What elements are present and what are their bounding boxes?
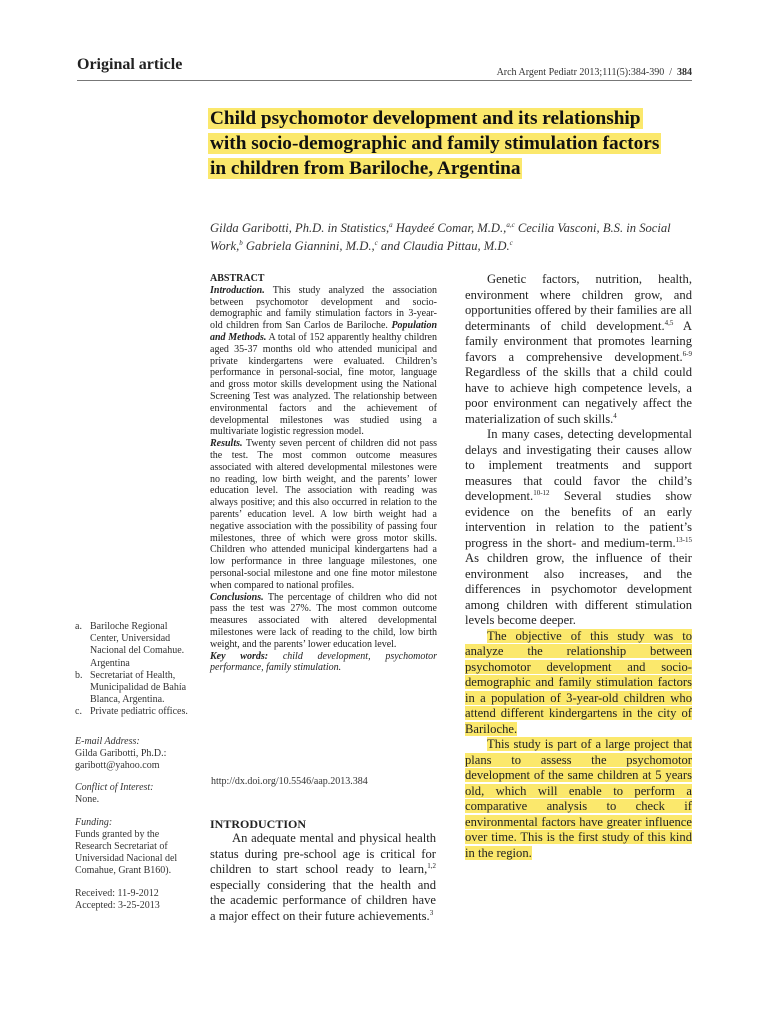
introduction-heading: INTRODUCTION	[210, 817, 307, 831]
affiliation-list	[75, 621, 195, 719]
paragraph: Genetic factors, nutrition, health, environment where children grow, and opportunities offered by their families are all determinants of child development.$^{4,5}$ A family environment that promotes learning favors a comprehensive development.$^{6-9}$ Regardless of the skills that a child could have to achieve high competence levels, a poor environment can negatively affect the materialization of such skills.$^4$	[465, 272, 692, 426]
abstract-heading: ABSTRACT	[210, 273, 265, 284]
conflict-value: None.	[75, 794, 100, 806]
article-title: Child psychomotor development and its relationship with socio-demographic and family stimulation factors in children from Bariloche, Argentina	[210, 108, 660, 179]
accepted-date: Accepted: 3-25-2013	[75, 899, 160, 911]
affiliation-item: a. Bariloche Regional Center, Universidad Nacional del Comahue. Argentina	[75, 621, 185, 669]
page-number: 384	[677, 67, 692, 78]
conflict-label: Conflict of Interest:	[75, 782, 154, 794]
funding-label: Funding:	[75, 816, 113, 828]
abstract-body: Introduction. This study analyzed the association between psychomotor development and socio-demographic and family stimulation factors in 3-year-old children from San Carlos de Bariloche. Population and Methods. A total of 152 apparently healthy children aged 35-37 months old who attended municipal and private kindergartens were evaluated. Children’s performance in personal-social, fine motor, language and gross motor skills development using the National Screening Test was analyzed. The relationship between environmental factors and the achievement of developmental milestones was studied using a multivariate logistic regression model. Results. Twenty seven percent of children did not pass the test. The most common outcome measures associated with altered developmental milestones were no reading, low birth weight, and the parents’ lower education level. The association with reading was always positive; and this also occurred in relation to the parents’ education level. A low birth weight had a negative association with the possibility of passing four milestones, three of which were gross motor skills. Children who attended municipal kindergartens had a low performance in three language milestones, one personal-social milestone and one fine motor milestone when compared to national profiles. Conclusions. The percentage of children who did not pass the test was 27%. The most common outcome measures associated with altered developmental milestones were lack of reading to the child, low birth weight, and the parents’ lower education level. Key words: child development, psychomotor performance, family stimulation.	[210, 284, 438, 674]
affiliation-item: b. Secretariat of Health, Municipalidad de Bahía Blanca, Argentina.	[75, 669, 187, 706]
email-address-link[interactable]: garibott@yahoo.com	[75, 760, 160, 772]
section-label: Original article	[77, 56, 183, 73]
header-rule	[77, 80, 692, 81]
received-date: Received: 11-9-2012	[75, 887, 159, 899]
introduction-body: An adequate mental and physical health status during pre-school age is critical for children to start school ready to learn,$^{1,2}$ especially considering that the health and the academic performance of children have a major effect on their future achievements.$^3$	[210, 831, 436, 923]
margin-notes	[75, 621, 195, 912]
doi-link[interactable]: http://dx.doi.org/10.5546/aap.2013.384	[211, 776, 368, 787]
email-label: E-mail Address:	[75, 735, 140, 747]
funding-value: Funds granted by the Research Secretariat of Universidad Nacional del Comahue, Grant B160).	[75, 828, 178, 877]
abstract	[210, 273, 437, 674]
email-name: Gilda Garibotti, Ph.D.:	[75, 747, 167, 759]
highlighted-paragraph: This study is part of a large project that plans to assess the psychomotor development of the same children at 5 years old, which will enable to perform a comparative analysis to check if environmental factors have greater influence over time. This is the first study of this kind in the region.	[465, 737, 692, 860]
highlighted-paragraph: The objective of this study was to analyze the relationship between psychomotor development and socio-demographic and family stimulation factors in a population of 3-year-old children who attend different kindergartens in the city of Bariloche.	[465, 628, 692, 736]
body-column-right	[465, 272, 692, 861]
author-list: Gilda Garibotti, Ph.D. in Statistics,$^a$ Haydeé Comar, M.D.,$^{a,c}$ Cecilia Vasconi, B.S. in Social Work,$^b$ Gabriela Giannini, M.D.,$^c$ and Claudia Pittau, M.D.$^c$	[210, 220, 671, 253]
journal-citation: Arch Argent Pediatr 2013;111(5):384-390 / 384	[496, 67, 692, 78]
paragraph: In many cases, detecting developmental delays and investigating their causes allow to implement treatments and support measures that could favor the child’s development.$^{10-12}$ Several studies show evidence on the benefits of an early intervention in relation to the patient’s progress in the short- and medium-term.$^{13-15}$ As children grow, the influence of their environment also increases, and the differences in psychomotor development among children with different stimulation levels become deeper.	[465, 427, 692, 627]
affiliation-item: c. Private pediatric offices.	[75, 706, 188, 718]
